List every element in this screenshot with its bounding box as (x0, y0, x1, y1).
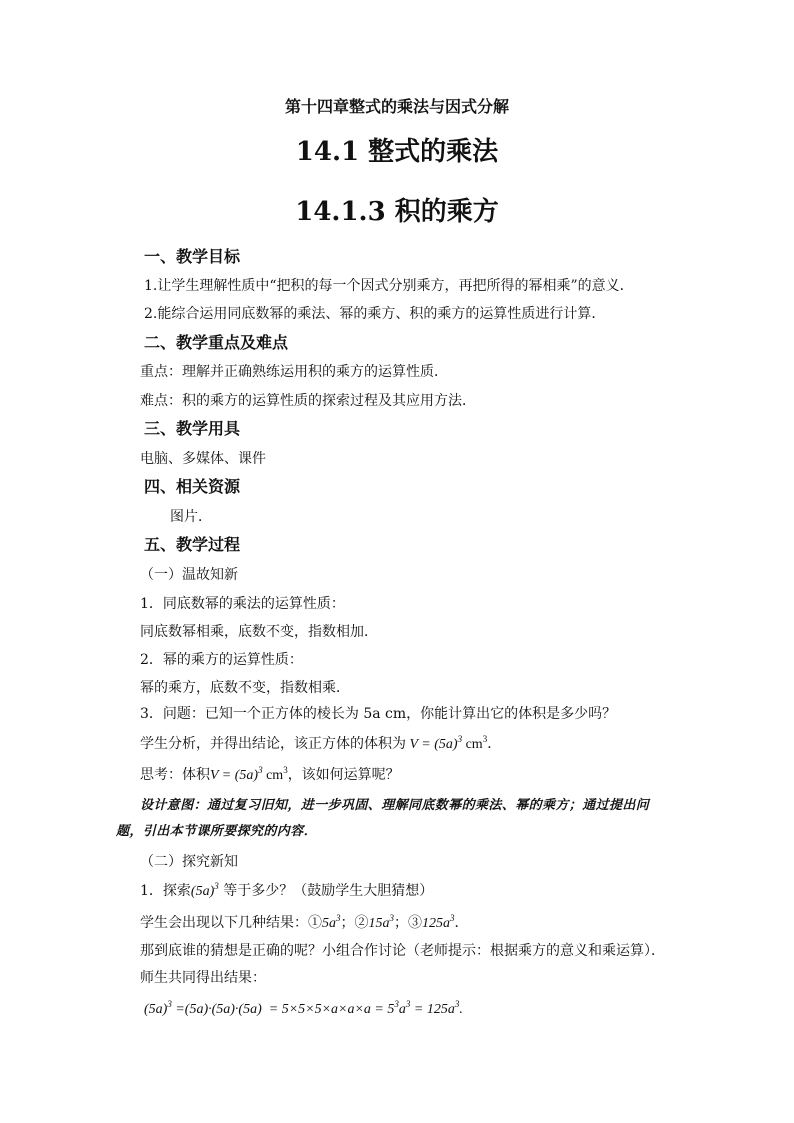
chapter-title: 第十四章整式的乘法与因式分解 (284, 97, 509, 116)
review-item-1: 1．同底数幂的乘法的运算性质： (140, 596, 345, 612)
think-text: 思考：体积 (140, 767, 210, 783)
result-1: $①5a^3$ (308, 913, 341, 931)
student-results-text: 学生会出现以下几种结果： (140, 915, 308, 931)
design-intent-line-2: 题，引出本节课所要探究的内容． (116, 824, 318, 839)
resources-heading: 四、相关资源 (144, 477, 241, 496)
section-title: 14.1 整式的乘法 (295, 137, 499, 167)
review-item-2-answer: 幂的乘方，底数不变，指数相乘． (140, 680, 350, 696)
review-item-3: 3．问题：已知一个正方体的棱长为 5a cm，你能计算出它的体积是多少吗？ (140, 706, 617, 722)
explore-formula: $(5a)^3$ (190, 881, 219, 899)
review-heading: （一）温故知新 (140, 567, 238, 583)
tools-content: 电脑、多媒体、课件 (140, 451, 266, 467)
explore-heading: （二）探究新知 (140, 854, 238, 870)
explore-item-1 (140, 882, 433, 901)
key-point-focus: 重点：理解并正确熟练运用积的乘方的运算性质． (140, 364, 448, 380)
explore-item-1-prefix: 1．探索 (140, 883, 191, 899)
objective-item-1: 1.让学生理解性质中“把积的每一个因式分别乘方，再把所得的幂相乘”的意义． (144, 278, 634, 294)
subsection-title: 14.1.3 积的乘方 (295, 197, 499, 227)
think-suffix: ，该如何运算呢？ (287, 767, 400, 783)
objectives-heading: 一、教学目标 (144, 247, 241, 266)
result-2: $②15a^3$ (354, 913, 394, 931)
whose-guess: 那到底谁的猜想是正确的呢？小组合作讨论（老师提示：根据乘方的意义和乘运算）． (140, 943, 665, 959)
volume-formula: $V = (5a)^3$ $cm^3$ (406, 734, 488, 752)
objective-item-2: 2.能综合运用同底数幂的乘法、幂的乘方、积的乘方的运算性质进行计算． (144, 306, 606, 322)
review-item-2: 2．幂的乘方的运算性质： (140, 652, 303, 668)
think-line (140, 766, 400, 785)
design-intent-line-1: 设计意图：通过复习旧知，进一步巩固、理解同底数幂的乘法、幂的乘方；通过提出问 (140, 798, 650, 813)
think-formula: $V = (5a)^3$ $cm^3$ (210, 765, 288, 783)
analysis-line: 学生分析，并得出结论，该正方体的体积为 $V = (5a)^3$ $cm^3$． (140, 734, 502, 752)
result-3: $③125a^3$ (408, 913, 455, 931)
analysis-text: 学生分析，并得出结论，该正方体的体积为 (140, 736, 406, 752)
key-point-difficulty: 难点：积的乘方的运算性质的探索过程及其应用方法． (140, 393, 476, 409)
final-equation: $(5a)^3 =(5a)\cdot(5a)\cdot(5a) = 5\times 5\times 5\times a\times a\times a = 5^3a^3 = 125a^3$. (144, 999, 463, 1017)
resources-content: 图片． (170, 509, 212, 525)
tools-heading: 三、教学用具 (144, 419, 241, 438)
review-item-1-answer: 同底数幂相乘，底数不变，指数相加． (140, 624, 378, 640)
conclusion-lead: 师生共同得出结果： (140, 970, 266, 986)
process-heading: 五、教学过程 (144, 535, 241, 554)
key-points-heading: 二、教学重点及难点 (144, 333, 289, 352)
explore-item-1-suffix: 等于多少？（鼓励学生大胆猜想） (223, 883, 434, 899)
student-results: 学生会出现以下几种结果：$①5a^3$；$②15a^3$；$③125a^3$． (140, 913, 469, 931)
